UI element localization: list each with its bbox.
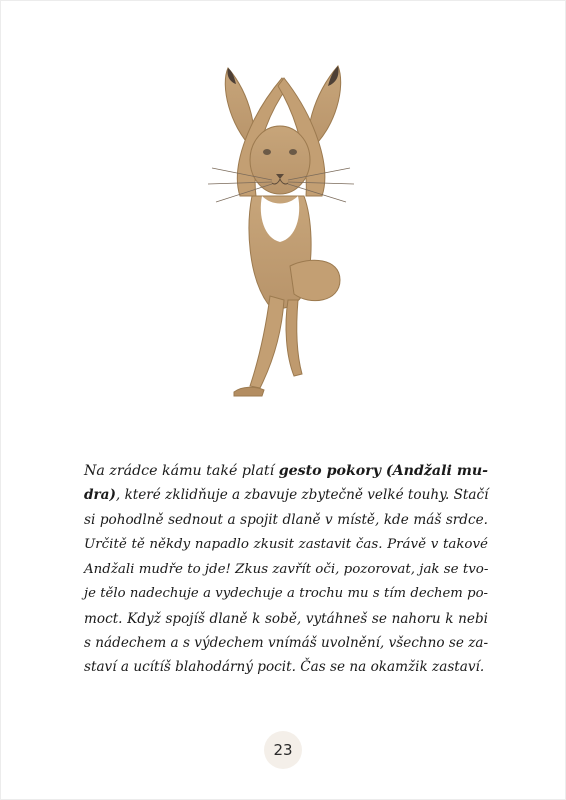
left-eye <box>263 149 271 155</box>
paragraph <box>84 459 488 680</box>
paragraph-line: si pohodlně sednout a spojit dlaně v místě, kde máš srdce. <box>84 511 488 528</box>
tucked-foot <box>286 300 302 376</box>
paragraph-line: s nádechem a s výdechem vnímáš uvolnění, všechno se za- <box>84 635 489 652</box>
bent-leg <box>290 260 340 300</box>
paragraph-line: staví a ucítíš blahodárný pocit. Čas se na okamžik zastaví. <box>84 659 485 676</box>
paragraph-line: dra), které zklidňuje a zbavuje zbytečně velké touhy. Stačí <box>84 487 489 504</box>
paragraph-line: Andžali mudře to jde! Zkus zavřít oči, pozorovat, jak se tvo- <box>84 562 489 578</box>
ground-foot <box>234 387 264 396</box>
standing-leg <box>250 296 284 388</box>
page-number: 23 <box>273 741 293 759</box>
paragraph-line: moct. Když spojíš dlaně k sobě, vytáhneš se nahoru k nebi <box>84 610 488 627</box>
hare-illustration <box>190 56 370 406</box>
paragraph-line: Na zrádce kámu také platí gesto pokory (Andžali mu- <box>84 463 489 479</box>
paragraph-line: je tělo nadechuje a vydechuje a trochu mu s tím dechem po- <box>84 586 488 602</box>
page-number-badge <box>264 731 302 769</box>
head <box>250 126 310 194</box>
paragraph-line: Určitě tě někdy napadlo zkusit zastavit čas. Právě v takové <box>84 536 488 552</box>
right-eye <box>289 149 297 155</box>
